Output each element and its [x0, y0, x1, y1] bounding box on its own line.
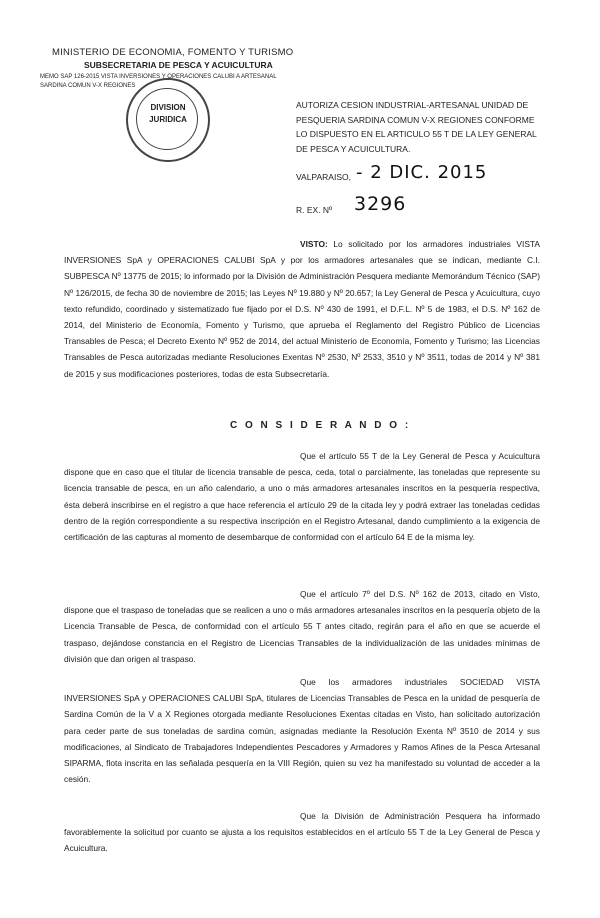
visto-paragraph [64, 236, 540, 382]
considerando-paragraph-3 [64, 674, 540, 787]
division-juridica-stamp [126, 78, 210, 162]
considerando-p3-text: Que los armadores industriales SOCIEDAD VISTA INVERSIONES SpA y OPERACIONES CALUBI SpA, titulares de Licencias Transables de Pesca en la unidad de pesquería de Sardina Común de la V a X Regiones otorgada mediante Resoluciones Exentas citadas en Visto, han solicitado autorización para ceder parte de sus toneladas de sardina común, asignadas mediante la Resolución Exenta Nº 3510 de 2014 y sus modificaciones, al Sindicato de Trabajadores Independientes Pescadores y Armadores y Ramos Afines de la Pesca Artesanal SIPARMA, flota inscrita en las señalada pesquería en la VIII Región, quien su vez ha manifestado su voluntad de acceder a la cesión. [64, 677, 540, 785]
considerando-paragraph-2 [64, 586, 540, 667]
subsecretaria-header: SUBSECRETARIA DE PESCA Y ACUICULTURA [84, 60, 273, 70]
considerando-p2-text: Que el artículo 7º del D.S. Nº 162 de 2013, citado en Visto, dispone que el traspaso de toneladas que se realicen a uno o más armadores artesanales inscritos en la pesquería objeto de la Licencia Transable de Pesca, de conformidad con el artículo 55 T antes citado, regirán para el año en que se acuerde el traspaso, dejándose constancia en el Registro de Licencias Transables de la individualización de las unidades mínimas de división que dan origen al traspaso. [64, 589, 540, 664]
handwritten-date: - 2 DIC. 2015 [356, 162, 488, 183]
considerando-paragraph-1 [64, 448, 540, 545]
stamp-line-1: DIVISION [150, 103, 186, 112]
resolution-summary: AUTORIZA CESION INDUSTRIAL-ARTESANAL UNIDAD DE PESQUERIA SARDINA COMUN V-X REGIONES CONFORME LO DISPUESTO EN EL ARTICULO 55 T DE LA LEY GENERAL DE PESCA Y ACUICULTURA. [296, 100, 537, 154]
stamp-text [128, 102, 208, 126]
ministry-header: MINISTERIO DE ECONOMIA, FOMENTO Y TURISMO [52, 47, 294, 58]
considerando-paragraph-4 [64, 808, 540, 857]
visto-lead: VISTO: [300, 239, 328, 249]
resolution-label: R. EX. Nº [296, 205, 333, 215]
stamp-line-2: JURIDICA [149, 115, 187, 124]
visto-text: Lo solicitado por los armadores industriales VISTA INVERSIONES SpA y OPERACIONES CALUBI SpA y por los armadores artesanales que se indican, mediante C.I. SUBPESCA Nº 13775 de 2015; lo informado por la División de Administración Pesquera mediante Memorándum Técnico (SAP) Nº 126/2015, de fecha 30 de noviembre de 2015; las Leyes Nº 19.880 y Nº 20.657; la Ley General de Pesca y Acuicultura, cuyo texto refundido, coordinado y sistematizado fue fijado por el D.S. Nº 430 de 1991, el D.F.L. Nº 5 de 1983, el D.S. Nº 162 de 2014, del Ministerio de Economía, Fomento y Turismo, que aprueba el Reglamento del Registro Público de Licencias Transables de Pesca; el Decreto Exento Nº 952 de 2014, del actual Ministerio de Economía, Fomento y Turismo; las Licencias Transables de Pesca autorizadas mediante Resoluciones Exentas Nº 2530, Nº 2533, 3510 y Nº 3511, todas de 2014 y Nº 381 de 2015 y sus modificaciones posteriores, todas de esta Subsecretaría. [64, 239, 540, 379]
considerando-p1-text: Que el artículo 55 T de la Ley General de Pesca y Acuicultura dispone que en caso que el titular de licencia transable de pesca, ceda, total o parcialmente, las toneladas que represente su licencia transable de pesca, en un año calendario, a uno o más armadores artesanales inscritos en la pesquería respectiva, ésta deberá inscribirse en el registro a que hace referencia el artículo 29 de la citada ley y podrá extraer las toneladas cedidas dentro de la región correspondiente a su respectiva inscripción en el Registro Artesanal, dando cumplimiento a la exigencia de certificación de las capturas al momento de desembarque de conformidad con el artículo 64 E de la misma ley. [64, 451, 540, 543]
resolution-number: 3296 [354, 193, 407, 215]
considerando-heading: C O N S I D E R A N D O : [230, 420, 411, 431]
date-place: VALPARAISO, [296, 172, 351, 182]
memo-reference: MEMO SAP 126-2015 VISTA INVERSIONES Y OPERACIONES CALUBI A ARTESANAL SARDINA COMUN V-X REGIONES [40, 74, 277, 89]
considerando-p4-text: Que la División de Administración Pesquera ha informado favorablemente la solicitud por cuanto se ajusta a los requisitos establecidos en el artículo 55 T de la Ley General de Pesca y Acuicultura. [64, 811, 540, 854]
